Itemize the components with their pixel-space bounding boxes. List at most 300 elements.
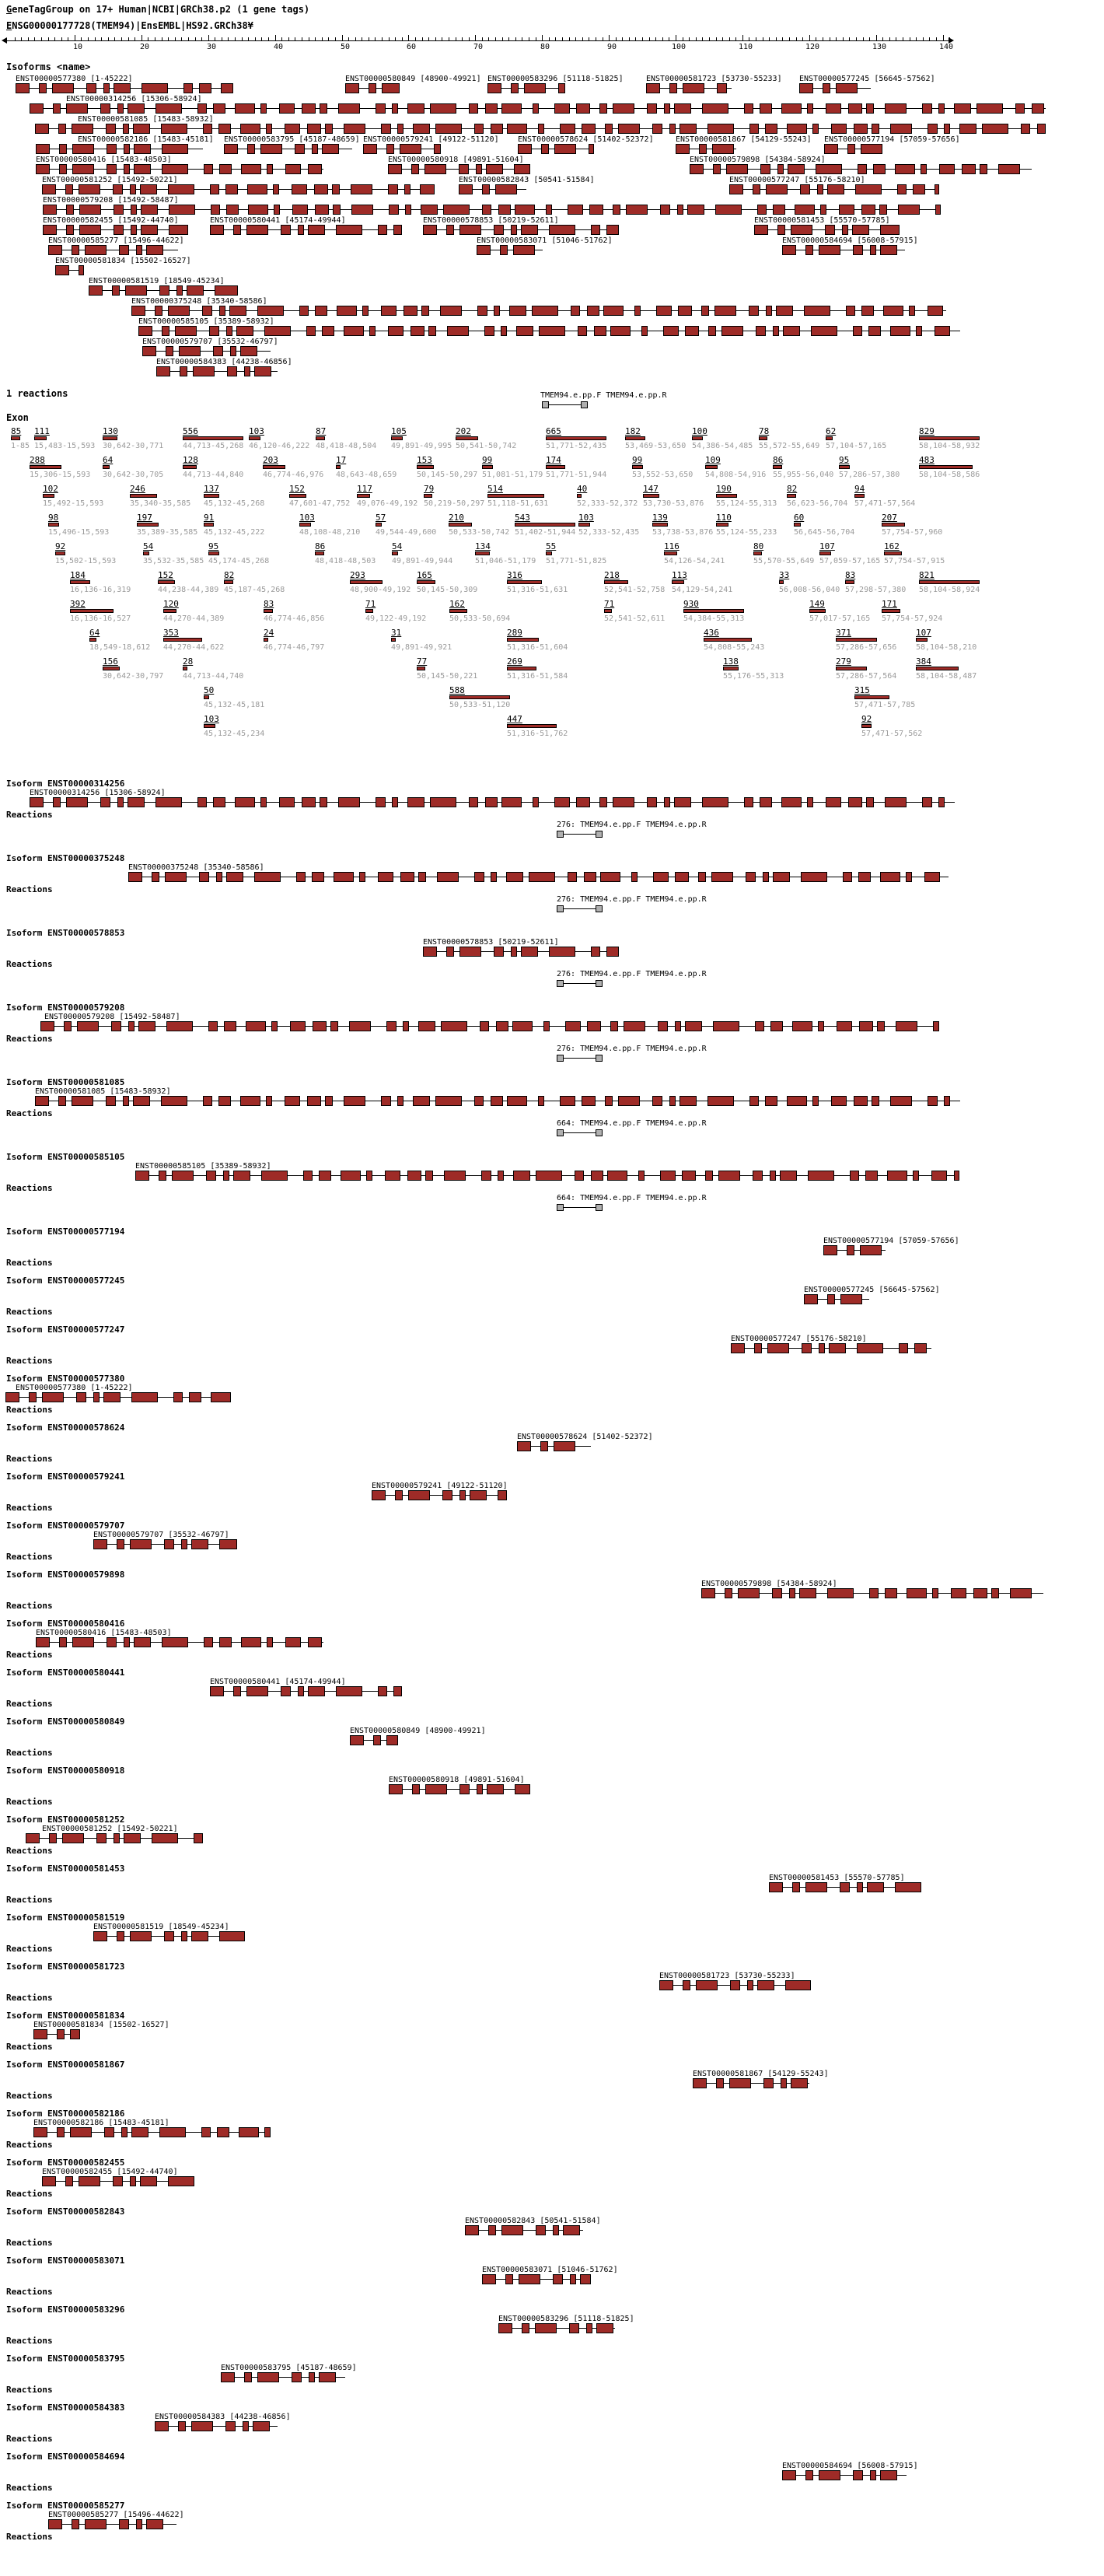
exon-length[interactable]: 109 xyxy=(705,455,721,465)
exon-box[interactable] xyxy=(413,124,430,134)
exon-box[interactable] xyxy=(79,2176,100,2186)
exon-box[interactable] xyxy=(685,1021,702,1031)
exon-box[interactable] xyxy=(444,1171,466,1181)
exon-bar[interactable] xyxy=(103,436,117,440)
exon-box[interactable] xyxy=(285,1637,301,1647)
exon-bar[interactable] xyxy=(546,551,552,555)
exon-box[interactable] xyxy=(48,245,62,255)
exon-box[interactable] xyxy=(203,124,212,134)
exon-box[interactable] xyxy=(494,947,504,957)
exon-box[interactable] xyxy=(407,797,424,807)
exon-box[interactable] xyxy=(430,797,456,807)
exon-box[interactable] xyxy=(131,306,145,316)
transcript-label[interactable]: ENST00000581867 [54129-55243] xyxy=(676,135,812,144)
exon-bar[interactable] xyxy=(826,436,833,440)
exon-box[interactable] xyxy=(584,872,596,882)
exon-bar[interactable] xyxy=(507,580,542,584)
exon-box[interactable] xyxy=(117,1539,124,1549)
exon-box[interactable] xyxy=(58,124,66,134)
exon-box[interactable] xyxy=(320,797,327,807)
exon-box[interactable] xyxy=(315,205,329,215)
exon-bar[interactable] xyxy=(315,551,324,555)
exon-box[interactable] xyxy=(134,144,151,154)
exon-box[interactable] xyxy=(716,2078,724,2088)
exon-box[interactable] xyxy=(518,144,532,154)
exon-box[interactable] xyxy=(816,164,842,174)
exon-box[interactable] xyxy=(261,1171,288,1181)
exon-box[interactable] xyxy=(883,306,903,316)
exon-box[interactable] xyxy=(72,124,93,134)
exon-box[interactable] xyxy=(777,225,785,235)
exon-box[interactable] xyxy=(895,164,915,174)
exon-box[interactable] xyxy=(175,326,197,336)
exon-box[interactable] xyxy=(757,1980,774,1990)
reaction-item-label[interactable]: 276: TMEM94.e.pp.F TMEM94.e.pp.R xyxy=(557,821,707,829)
transcript-label[interactable]: ENST00000578853 [50219-52611] xyxy=(423,938,559,947)
exon-box[interactable] xyxy=(895,1882,921,1892)
transcript-label[interactable]: ENST00000314256 [15306-58924] xyxy=(30,789,166,797)
exon-box[interactable] xyxy=(818,1021,824,1031)
exon-box[interactable] xyxy=(944,1096,950,1106)
exon-box[interactable] xyxy=(792,1021,812,1031)
exon-box[interactable] xyxy=(233,1686,241,1696)
exon-box[interactable] xyxy=(714,306,736,316)
exon-box[interactable] xyxy=(366,1171,372,1181)
exon-bar[interactable] xyxy=(884,551,902,555)
exon-box[interactable] xyxy=(308,1686,325,1696)
exon-box[interactable] xyxy=(777,164,784,174)
exon-bar[interactable] xyxy=(919,436,980,440)
exon-bar[interactable] xyxy=(652,523,668,527)
exon-box[interactable] xyxy=(819,1343,825,1353)
exon-box[interactable] xyxy=(873,164,886,174)
exon-box[interactable] xyxy=(79,205,101,215)
exon-box[interactable] xyxy=(680,124,697,134)
transcript-label[interactable]: ENST00000584694 [56008-57915] xyxy=(782,236,918,245)
exon-box[interactable] xyxy=(781,797,802,807)
exon-box[interactable] xyxy=(446,947,454,957)
exon-box[interactable] xyxy=(302,103,316,114)
exon-box[interactable] xyxy=(469,103,478,114)
exon-box[interactable] xyxy=(299,306,309,316)
exon-box[interactable] xyxy=(781,103,802,114)
exon-length[interactable]: 94 xyxy=(854,484,865,494)
exon-box[interactable] xyxy=(749,124,759,134)
exon-box[interactable] xyxy=(536,2225,546,2235)
exon-box[interactable] xyxy=(292,184,307,194)
exon-box[interactable] xyxy=(474,872,484,882)
exon-box[interactable] xyxy=(162,1637,188,1647)
exon-box[interactable] xyxy=(683,83,704,93)
exon-box[interactable] xyxy=(381,1096,391,1106)
exon-box[interactable] xyxy=(553,2274,563,2284)
exon-box[interactable] xyxy=(156,366,170,376)
exon-box[interactable] xyxy=(634,306,641,316)
exon-box[interactable] xyxy=(124,1637,130,1647)
transcript-label[interactable]: ENST00000584694 [56008-57915] xyxy=(782,2462,918,2470)
exon-box[interactable] xyxy=(924,872,940,882)
exon-bar[interactable] xyxy=(357,494,370,498)
exon-box[interactable] xyxy=(846,306,855,316)
exon-box[interactable] xyxy=(606,947,619,957)
exon-box[interactable] xyxy=(128,872,142,882)
exon-box[interactable] xyxy=(128,797,145,807)
exon-box[interactable] xyxy=(48,2519,62,2529)
exon-box[interactable] xyxy=(306,326,316,336)
exon-box[interactable] xyxy=(652,1096,662,1106)
exon-bar[interactable] xyxy=(391,436,403,440)
exon-box[interactable] xyxy=(599,797,607,807)
exon-box[interactable] xyxy=(155,797,182,807)
exon-box[interactable] xyxy=(554,103,570,114)
exon-box[interactable] xyxy=(49,1833,57,1843)
exon-length[interactable]: 82 xyxy=(787,484,798,494)
exon-length[interactable]: 315 xyxy=(854,685,870,695)
exon-box[interactable] xyxy=(563,2225,580,2235)
transcript-label[interactable]: ENST00000583071 [51046-51762] xyxy=(482,2266,618,2274)
exon-box[interactable] xyxy=(369,83,376,93)
exon-box[interactable] xyxy=(241,1637,261,1647)
exon-bar[interactable] xyxy=(417,580,435,584)
exon-box[interactable] xyxy=(393,1686,402,1696)
exon-box[interactable] xyxy=(713,1021,739,1031)
exon-box[interactable] xyxy=(546,205,552,215)
exon-box[interactable] xyxy=(36,1637,50,1647)
exon-box[interactable] xyxy=(749,1096,759,1106)
exon-box[interactable] xyxy=(501,797,522,807)
exon-box[interactable] xyxy=(313,1021,327,1031)
exon-bar[interactable] xyxy=(604,609,612,613)
exon-box[interactable] xyxy=(128,103,145,114)
exon-box[interactable] xyxy=(571,306,580,316)
exon-box[interactable] xyxy=(111,1021,121,1031)
exon-bar[interactable] xyxy=(137,523,159,527)
exon-box[interactable] xyxy=(820,205,826,215)
exon-box[interactable] xyxy=(344,124,365,134)
exon-length[interactable]: 134 xyxy=(475,541,491,551)
exon-length[interactable]: 107 xyxy=(819,541,835,551)
exon-box[interactable] xyxy=(935,184,939,194)
exon-bar[interactable] xyxy=(204,695,209,699)
exon-box[interactable] xyxy=(541,144,549,154)
exon-box[interactable] xyxy=(879,205,887,215)
exon-box[interactable] xyxy=(913,184,925,194)
exon-length[interactable]: 130 xyxy=(103,426,118,436)
exon-box[interactable] xyxy=(435,124,462,134)
exon-box[interactable] xyxy=(675,872,689,882)
transcript-label[interactable]: ENST00000583795 [45187-48659] xyxy=(224,135,360,144)
exon-box[interactable] xyxy=(459,164,469,174)
exon-bar[interactable] xyxy=(604,580,628,584)
exon-box[interactable] xyxy=(260,144,282,154)
exon-box[interactable] xyxy=(805,2470,813,2480)
exon-bar[interactable] xyxy=(299,523,311,527)
exon-box[interactable] xyxy=(511,947,517,957)
exon-box[interactable] xyxy=(162,326,169,336)
exon-box[interactable] xyxy=(267,1637,273,1647)
exon-box[interactable] xyxy=(877,1021,885,1031)
exon-box[interactable] xyxy=(266,1096,272,1106)
exon-box[interactable] xyxy=(434,144,441,154)
exon-box[interactable] xyxy=(482,184,490,194)
transcript-label[interactable]: ENST00000375248 [35340-58586] xyxy=(128,863,264,872)
exon-box[interactable] xyxy=(386,1735,398,1745)
exon-length[interactable]: 210 xyxy=(449,513,464,523)
exon-box[interactable] xyxy=(386,1021,397,1031)
exon-box[interactable] xyxy=(647,797,657,807)
exon-box[interactable] xyxy=(373,1735,381,1745)
exon-box[interactable] xyxy=(180,366,187,376)
exon-box[interactable] xyxy=(164,1931,174,1941)
exon-box[interactable] xyxy=(16,83,30,93)
exon-box[interactable] xyxy=(106,124,116,134)
exon-box[interactable] xyxy=(65,184,73,194)
exon-box[interactable] xyxy=(140,2176,157,2186)
exon-box[interactable] xyxy=(246,1686,268,1696)
exon-length[interactable]: 665 xyxy=(546,426,561,436)
exon-box[interactable] xyxy=(226,205,239,215)
exon-box[interactable] xyxy=(103,1392,121,1402)
exon-box[interactable] xyxy=(826,797,841,807)
exon-length[interactable]: 102 xyxy=(43,484,58,494)
exon-box[interactable] xyxy=(705,1171,713,1181)
exon-box[interactable] xyxy=(480,1021,489,1031)
exon-box[interactable] xyxy=(253,2421,270,2431)
transcript-label[interactable]: ENST00000577380 [1-45222] xyxy=(16,1384,133,1392)
exon-box[interactable] xyxy=(319,1171,331,1181)
exon-box[interactable] xyxy=(610,326,631,336)
exon-box[interactable] xyxy=(33,2029,47,2039)
exon-box[interactable] xyxy=(113,184,123,194)
exon-length[interactable]: 514 xyxy=(487,484,503,494)
exon-box[interactable] xyxy=(773,326,779,336)
exon-bar[interactable] xyxy=(55,551,65,555)
exon-box[interactable] xyxy=(281,1686,291,1696)
exon-box[interactable] xyxy=(826,103,841,114)
exon-box[interactable] xyxy=(235,797,255,807)
exon-box[interactable] xyxy=(266,124,272,134)
exon-length[interactable]: 269 xyxy=(507,656,522,667)
exon-box[interactable] xyxy=(848,797,862,807)
exon-box[interactable] xyxy=(825,225,835,235)
exon-bar[interactable] xyxy=(794,523,801,527)
transcript-label[interactable]: ENST00000581834 [15502-16527] xyxy=(33,2021,169,2029)
exon-box[interactable] xyxy=(488,2225,496,2235)
exon-box[interactable] xyxy=(226,872,243,882)
exon-length[interactable]: 103 xyxy=(578,513,594,523)
exon-box[interactable] xyxy=(539,326,565,336)
exon-bar[interactable] xyxy=(289,494,306,498)
exon-box[interactable] xyxy=(425,1784,447,1794)
transcript-label[interactable]: ENST00000582186 [15483-45181] xyxy=(33,2119,169,2127)
transcript-label[interactable]: ENST00000581723 [53730-55233] xyxy=(646,75,782,83)
exon-box[interactable] xyxy=(404,306,417,316)
exon-box[interactable] xyxy=(515,205,535,215)
exon-box[interactable] xyxy=(385,1171,400,1181)
exon-box[interactable] xyxy=(909,306,915,316)
exon-box[interactable] xyxy=(400,144,421,154)
exon-box[interactable] xyxy=(189,1392,201,1402)
exon-box[interactable] xyxy=(529,872,555,882)
exon-box[interactable] xyxy=(596,2323,613,2333)
exon-box[interactable] xyxy=(807,103,813,114)
exon-box[interactable] xyxy=(107,144,117,154)
exon-box[interactable] xyxy=(669,124,676,134)
exon-length[interactable]: 62 xyxy=(826,426,837,436)
exon-box[interactable] xyxy=(295,144,305,154)
exon-box[interactable] xyxy=(338,103,360,114)
transcript-label[interactable]: ENST00000578853 [50219-52611] xyxy=(423,216,559,225)
exon-box[interactable] xyxy=(66,225,74,235)
exon-box[interactable] xyxy=(233,225,241,235)
exon-bar[interactable] xyxy=(204,724,215,728)
exon-box[interactable] xyxy=(146,2519,163,2529)
exon-box[interactable] xyxy=(172,1171,194,1181)
exon-box[interactable] xyxy=(933,1021,939,1031)
exon-bar[interactable] xyxy=(716,494,737,498)
exon-box[interactable] xyxy=(114,1833,120,1843)
exon-box[interactable] xyxy=(181,1931,187,1941)
exon-box[interactable] xyxy=(240,346,257,356)
exon-box[interactable] xyxy=(674,797,691,807)
exon-bar[interactable] xyxy=(204,523,214,527)
exon-box[interactable] xyxy=(485,103,498,114)
exon-box[interactable] xyxy=(35,1096,49,1106)
exon-length[interactable]: 152 xyxy=(158,570,173,580)
exon-box[interactable] xyxy=(843,872,852,882)
transcript-label[interactable]: ENST00000577247 [55176-58210] xyxy=(729,176,865,184)
exon-bar[interactable] xyxy=(163,638,202,642)
exon-box[interactable] xyxy=(210,225,224,235)
exon-box[interactable] xyxy=(853,326,862,336)
exon-box[interactable] xyxy=(199,83,211,93)
exon-box[interactable] xyxy=(726,164,748,174)
exon-box[interactable] xyxy=(155,306,162,316)
exon-box[interactable] xyxy=(517,1441,531,1451)
exon-box[interactable] xyxy=(880,225,900,235)
exon-box[interactable] xyxy=(159,2127,186,2137)
exon-box[interactable] xyxy=(767,1343,789,1353)
exon-box[interactable] xyxy=(780,1171,797,1181)
exon-box[interactable] xyxy=(285,124,300,134)
exon-box[interactable] xyxy=(26,1833,40,1843)
exon-box[interactable] xyxy=(285,164,301,174)
exon-box[interactable] xyxy=(823,83,830,93)
exon-box[interactable] xyxy=(674,103,691,114)
exon-box[interactable] xyxy=(302,797,316,807)
exon-box[interactable] xyxy=(675,1021,681,1031)
exon-length[interactable]: 436 xyxy=(704,628,719,638)
exon-box[interactable] xyxy=(79,265,84,275)
exon-box[interactable] xyxy=(210,1686,224,1696)
exon-length[interactable]: 100 xyxy=(692,426,707,436)
exon-length[interactable]: 82 xyxy=(224,570,235,580)
exon-box[interactable] xyxy=(254,872,281,882)
exon-box[interactable] xyxy=(79,184,100,194)
transcript-label[interactable]: ENST00000580918 [49891-51604] xyxy=(389,1776,525,1784)
exon-box[interactable] xyxy=(906,872,912,882)
exon-length[interactable]: 91 xyxy=(204,513,215,523)
exon-box[interactable] xyxy=(230,346,236,356)
exon-box[interactable] xyxy=(381,124,391,134)
exon-box[interactable] xyxy=(62,1833,84,1843)
exon-box[interactable] xyxy=(181,1539,187,1549)
exon-bar[interactable] xyxy=(507,724,557,728)
exon-box[interactable] xyxy=(812,1096,819,1106)
exon-box[interactable] xyxy=(840,1294,862,1304)
exon-box[interactable] xyxy=(152,872,159,882)
exon-box[interactable] xyxy=(707,1096,734,1106)
exon-box[interactable] xyxy=(125,285,147,296)
exon-box[interactable] xyxy=(57,2029,65,2039)
exon-box[interactable] xyxy=(315,306,327,316)
exon-length[interactable]: 107 xyxy=(916,628,931,638)
exon-box[interactable] xyxy=(512,1021,533,1031)
exon-box[interactable] xyxy=(701,306,709,316)
exon-box[interactable] xyxy=(680,1096,697,1106)
exon-box[interactable] xyxy=(130,2176,136,2186)
exon-box[interactable] xyxy=(85,245,107,255)
exon-box[interactable] xyxy=(66,103,88,114)
exon-box[interactable] xyxy=(240,1096,260,1106)
exon-box[interactable] xyxy=(618,1096,640,1106)
exon-box[interactable] xyxy=(827,1588,854,1598)
exon-box[interactable] xyxy=(381,306,397,316)
exon-box[interactable] xyxy=(565,1021,581,1031)
exon-bar[interactable] xyxy=(515,523,575,527)
exon-box[interactable] xyxy=(811,326,837,336)
exon-box[interactable] xyxy=(769,1882,783,1892)
exon-box[interactable] xyxy=(264,326,291,336)
exon-box[interactable] xyxy=(59,144,67,154)
exon-box[interactable] xyxy=(131,225,137,235)
exon-length[interactable]: 392 xyxy=(70,599,86,609)
exon-box[interactable] xyxy=(393,225,402,235)
exon-length[interactable]: 99 xyxy=(632,455,643,465)
exon-box[interactable] xyxy=(202,306,212,316)
reaction-item-label[interactable]: 664: TMEM94.e.pp.F TMEM94.e.pp.R xyxy=(557,1119,707,1128)
exon-bar[interactable] xyxy=(456,436,478,440)
exon-box[interactable] xyxy=(423,225,437,235)
exon-box[interactable] xyxy=(382,83,400,93)
exon-box[interactable] xyxy=(804,1294,818,1304)
exon-box[interactable] xyxy=(897,184,907,194)
exon-box[interactable] xyxy=(685,326,699,336)
exon-box[interactable] xyxy=(683,1980,690,1990)
transcript-label[interactable]: ENST00000579241 [49122-51120] xyxy=(372,1482,508,1490)
exon-box[interactable] xyxy=(421,205,438,215)
transcript-label[interactable]: ENST00000580416 [15483-48503] xyxy=(36,1629,172,1637)
exon-box[interactable] xyxy=(868,326,881,336)
exon-box[interactable] xyxy=(359,872,365,882)
exon-box[interactable] xyxy=(998,164,1020,174)
exon-bar[interactable] xyxy=(836,667,867,670)
exon-length[interactable]: 83 xyxy=(845,570,856,580)
reaction-item-label[interactable]: 276: TMEM94.e.pp.F TMEM94.e.pp.R xyxy=(557,1045,707,1053)
exon-box[interactable] xyxy=(244,366,250,376)
exon-bar[interactable] xyxy=(417,465,434,469)
transcript-label[interactable]: ENST00000578624 [51402-52372] xyxy=(517,1433,653,1441)
exon-box[interactable] xyxy=(509,306,526,316)
exon-box[interactable] xyxy=(477,1784,483,1794)
exon-box[interactable] xyxy=(219,1539,237,1549)
exon-box[interactable] xyxy=(808,1171,834,1181)
exon-box[interactable] xyxy=(197,103,207,114)
exon-box[interactable] xyxy=(124,144,130,154)
exon-box[interactable] xyxy=(973,1588,987,1598)
exon-box[interactable] xyxy=(89,285,103,296)
exon-box[interactable] xyxy=(201,2127,211,2137)
